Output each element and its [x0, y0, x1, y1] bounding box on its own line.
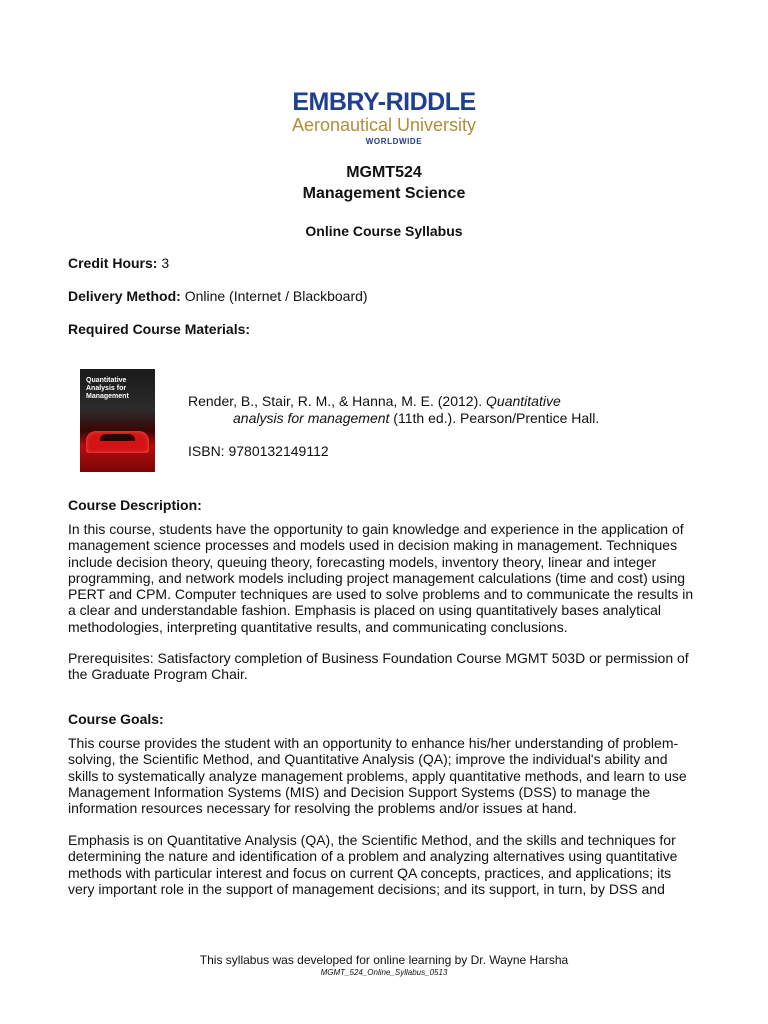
footer-credit: This syllabus was developed for online learning by Dr. Wayne Harsha [199, 953, 569, 967]
textbook-citation [188, 393, 668, 427]
course-name: Management Science [302, 185, 466, 202]
required-materials-heading: Required Course Materials: [68, 321, 251, 337]
textbook-cover-image [80, 369, 155, 472]
citation-title-part1: Quantitative [486, 393, 561, 409]
credit-hours-label: Credit Hours: [68, 255, 158, 271]
course-code: MGMT524 [346, 164, 422, 181]
citation-title-part2: analysis for management [233, 410, 390, 426]
textbook-isbn: ISBN: 9780132149112 [188, 443, 329, 459]
course-goals-paragraph-1: This course provides the student with an opportunity to enhance his/her understanding of problem-solving, the Scientific Method, and Quantitative Analysis (QA); improve the individual's ability and skills to systematically analyze management problems, apply quantitative methods, and learn to use Management Information Systems (MIS) and Decision Support Systems (DSS) to manage the information resources necessary for resolving the problems and/or issues at hand. [68, 735, 687, 817]
car-illustration [86, 431, 149, 453]
textbook-cover-title: Quantitative Analysis for Management [86, 377, 129, 400]
logo-line-embry-riddle: EMBRY-RIDDLE [292, 88, 476, 116]
university-logo [0, 90, 768, 146]
course-description-paragraph: In this course, students have the opportunity to gain knowledge and experience in the application of management science processes and models used in decision making in management. Techniques include decision theory, queuing theory, forecasting models, inventory theory, linear and integer programming, and network models including project management calculations (time and cost) using PERT and CPM. Computer techniques are used to solve problems and to communicate the results in a clear and understandable fashion. Emphasis is placed on using quantitatively bases analytical methodologies, interpreting quantitative results, and communicating conclusions. [68, 521, 694, 635]
citation-publisher: (11th ed.). Pearson/Prentice Hall. [389, 410, 600, 426]
prerequisites-paragraph: Prerequisites: Satisfactory completion of Business Foundation Course MGMT 503D or permission of the Graduate Program Chair. [68, 650, 689, 683]
credit-hours-field [68, 255, 169, 272]
footer-file-id: MGMT_524_Online_Syllabus_0513 [320, 968, 448, 977]
course-description-heading: Course Description: [68, 497, 202, 513]
credit-hours-value: 3 [157, 255, 170, 271]
document-type: Online Course Syllabus [305, 223, 463, 239]
course-goals-paragraph-2: Emphasis is on Quantitative Analysis (QA), the Scientific Method, and the skills and techniques for determining the nature and identification of a problem and analyzing alternatives using quantitative methods with particular interest and focus on current QA concepts, practices, and applications; its very important role in the support of management decisions; and its support, in turn, by DSS and [68, 832, 678, 897]
delivery-method-value: Online (Internet / Blackboard) [180, 288, 368, 304]
delivery-method-field [68, 288, 368, 305]
delivery-method-label: Delivery Method: [68, 288, 181, 304]
citation-authors: Render, B., Stair, R. M., & Hanna, M. E. (2012). [188, 393, 487, 409]
course-goals-heading: Course Goals: [68, 711, 164, 727]
logo-line-aeronautical: Aeronautical University [291, 115, 477, 135]
logo-line-worldwide: WORLDWIDE [365, 137, 423, 146]
